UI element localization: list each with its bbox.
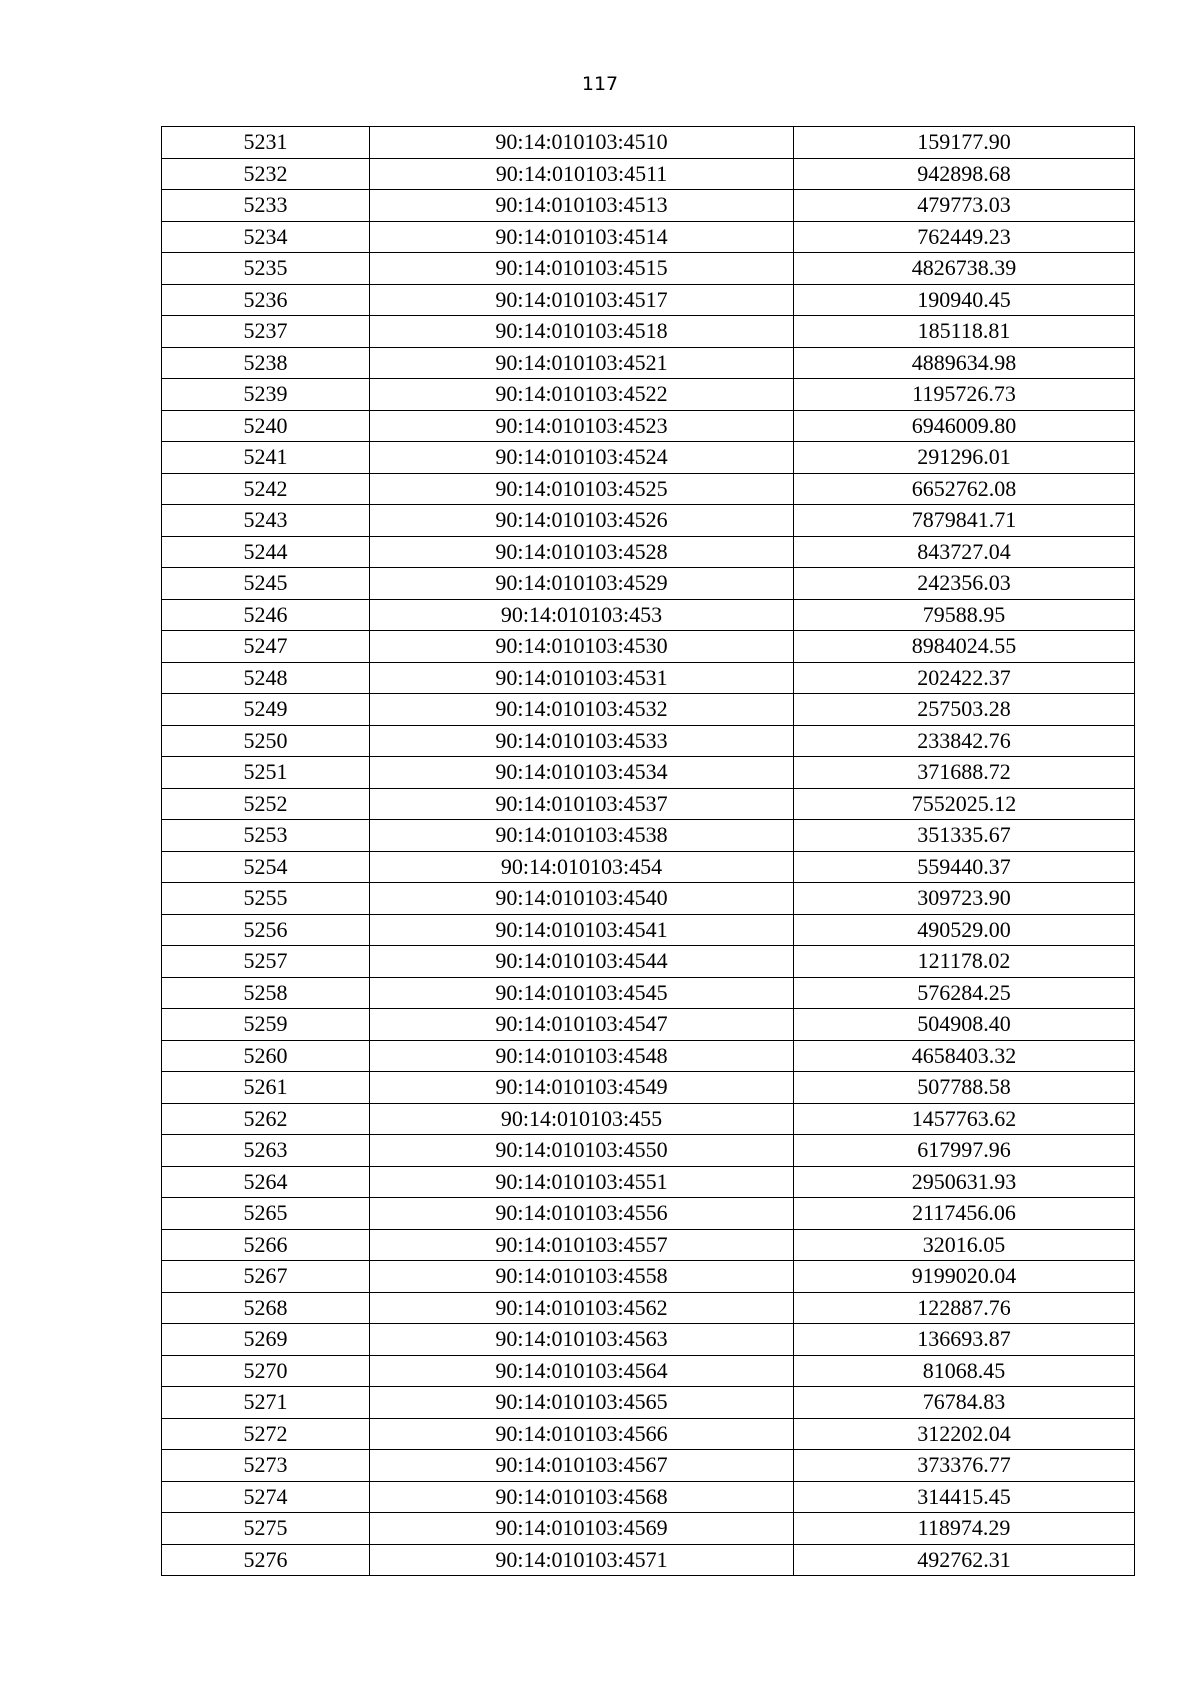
cadastral-value-cell: 479773.03 [794, 190, 1135, 222]
table-row [162, 725, 1135, 757]
cadastral-value-cell: 6652762.08 [794, 473, 1135, 505]
row-number-cell: 5255 [162, 883, 370, 915]
cadastral-number-cell: 90:14:010103:4537 [370, 788, 794, 820]
table-row [162, 1072, 1135, 1104]
row-number-cell: 5264 [162, 1166, 370, 1198]
table-row [162, 1166, 1135, 1198]
row-number-cell: 5263 [162, 1135, 370, 1167]
table-row [162, 473, 1135, 505]
cadastral-number-cell: 90:14:010103:4528 [370, 536, 794, 568]
row-number-cell: 5267 [162, 1261, 370, 1293]
cadastral-value-cell: 159177.90 [794, 127, 1135, 159]
cadastral-value-cell: 79588.95 [794, 599, 1135, 631]
cadastral-number-cell: 90:14:010103:4567 [370, 1450, 794, 1482]
table-row [162, 820, 1135, 852]
cadastral-value-cell: 1457763.62 [794, 1103, 1135, 1135]
cadastral-number-cell: 90:14:010103:454 [370, 851, 794, 883]
table-row [162, 1418, 1135, 1450]
cadastral-number-cell: 90:14:010103:4531 [370, 662, 794, 694]
table-row [162, 536, 1135, 568]
row-number-cell: 5252 [162, 788, 370, 820]
cadastral-number-cell: 90:14:010103:4514 [370, 221, 794, 253]
cadastral-number-cell: 90:14:010103:4541 [370, 914, 794, 946]
row-number-cell: 5260 [162, 1040, 370, 1072]
row-number-cell: 5243 [162, 505, 370, 537]
cadastral-value-cell: 371688.72 [794, 757, 1135, 789]
cadastral-number-cell: 90:14:010103:4510 [370, 127, 794, 159]
row-number-cell: 5244 [162, 536, 370, 568]
cadastral-value-cell: 351335.67 [794, 820, 1135, 852]
cadastral-value-cell: 1195726.73 [794, 379, 1135, 411]
table-row [162, 757, 1135, 789]
cadastral-value-cell: 136693.87 [794, 1324, 1135, 1356]
row-number-cell: 5249 [162, 694, 370, 726]
cadastral-value-cell: 121178.02 [794, 946, 1135, 978]
cadastral-value-cell: 257503.28 [794, 694, 1135, 726]
row-number-cell: 5233 [162, 190, 370, 222]
cadastral-number-cell: 90:14:010103:4534 [370, 757, 794, 789]
table-row [162, 158, 1135, 190]
table-row [162, 1450, 1135, 1482]
cadastral-value-cell: 81068.45 [794, 1355, 1135, 1387]
cadastral-number-cell: 90:14:010103:4557 [370, 1229, 794, 1261]
row-number-cell: 5273 [162, 1450, 370, 1482]
table-row [162, 379, 1135, 411]
cadastral-number-cell: 90:14:010103:4547 [370, 1009, 794, 1041]
row-number-cell: 5241 [162, 442, 370, 474]
cadastral-value-cell: 7552025.12 [794, 788, 1135, 820]
table-row [162, 1261, 1135, 1293]
cadastral-number-cell: 90:14:010103:4524 [370, 442, 794, 474]
cadastral-value-cell: 7879841.71 [794, 505, 1135, 537]
table-row [162, 1009, 1135, 1041]
cadastral-value-table [161, 126, 1135, 1576]
row-number-cell: 5259 [162, 1009, 370, 1041]
row-number-cell: 5256 [162, 914, 370, 946]
row-number-cell: 5276 [162, 1544, 370, 1576]
row-number-cell: 5246 [162, 599, 370, 631]
cadastral-number-cell: 90:14:010103:4533 [370, 725, 794, 757]
cadastral-number-cell: 90:14:010103:4569 [370, 1513, 794, 1545]
cadastral-value-cell: 118974.29 [794, 1513, 1135, 1545]
cadastral-number-cell: 90:14:010103:4529 [370, 568, 794, 600]
row-number-cell: 5266 [162, 1229, 370, 1261]
row-number-cell: 5238 [162, 347, 370, 379]
table-row [162, 127, 1135, 159]
row-number-cell: 5231 [162, 127, 370, 159]
table-row [162, 662, 1135, 694]
cadastral-number-cell: 90:14:010103:4568 [370, 1481, 794, 1513]
cadastral-number-cell: 90:14:010103:4550 [370, 1135, 794, 1167]
cadastral-number-cell: 90:14:010103:4513 [370, 190, 794, 222]
table-row [162, 1135, 1135, 1167]
cadastral-number-cell: 90:14:010103:4564 [370, 1355, 794, 1387]
row-number-cell: 5270 [162, 1355, 370, 1387]
cadastral-number-cell: 90:14:010103:453 [370, 599, 794, 631]
cadastral-value-cell: 76784.83 [794, 1387, 1135, 1419]
row-number-cell: 5268 [162, 1292, 370, 1324]
table-row [162, 1198, 1135, 1230]
cadastral-number-cell: 90:14:010103:4565 [370, 1387, 794, 1419]
row-number-cell: 5265 [162, 1198, 370, 1230]
table-row [162, 977, 1135, 1009]
table-row [162, 1387, 1135, 1419]
table-row [162, 883, 1135, 915]
row-number-cell: 5245 [162, 568, 370, 600]
cadastral-number-cell: 90:14:010103:4540 [370, 883, 794, 915]
table-row [162, 788, 1135, 820]
cadastral-value-cell: 9199020.04 [794, 1261, 1135, 1293]
row-number-cell: 5254 [162, 851, 370, 883]
row-number-cell: 5232 [162, 158, 370, 190]
cadastral-value-cell: 233842.76 [794, 725, 1135, 757]
cadastral-value-cell: 32016.05 [794, 1229, 1135, 1261]
cadastral-number-cell: 90:14:010103:4525 [370, 473, 794, 505]
table-row [162, 1103, 1135, 1135]
table-row [162, 914, 1135, 946]
cadastral-number-cell: 90:14:010103:4563 [370, 1324, 794, 1356]
cadastral-value-cell: 314415.45 [794, 1481, 1135, 1513]
table-row [162, 1040, 1135, 1072]
row-number-cell: 5239 [162, 379, 370, 411]
cadastral-value-cell: 291296.01 [794, 442, 1135, 474]
row-number-cell: 5248 [162, 662, 370, 694]
cadastral-number-cell: 90:14:010103:4566 [370, 1418, 794, 1450]
row-number-cell: 5236 [162, 284, 370, 316]
cadastral-value-cell: 942898.68 [794, 158, 1135, 190]
cadastral-number-cell: 90:14:010103:4530 [370, 631, 794, 663]
cadastral-value-cell: 8984024.55 [794, 631, 1135, 663]
row-number-cell: 5251 [162, 757, 370, 789]
table-row [162, 442, 1135, 474]
table-row [162, 347, 1135, 379]
cadastral-number-cell: 90:14:010103:4556 [370, 1198, 794, 1230]
table-row [162, 1544, 1135, 1576]
row-number-cell: 5272 [162, 1418, 370, 1450]
row-number-cell: 5275 [162, 1513, 370, 1545]
cadastral-value-cell: 202422.37 [794, 662, 1135, 694]
cadastral-number-cell: 90:14:010103:4515 [370, 253, 794, 285]
cadastral-value-cell: 492762.31 [794, 1544, 1135, 1576]
row-number-cell: 5235 [162, 253, 370, 285]
row-number-cell: 5258 [162, 977, 370, 1009]
table-row [162, 1324, 1135, 1356]
page-number: 117 [581, 73, 619, 95]
cadastral-number-cell: 90:14:010103:4562 [370, 1292, 794, 1324]
table-row [162, 1481, 1135, 1513]
table-row [162, 284, 1135, 316]
table-row [162, 190, 1135, 222]
cadastral-number-cell: 90:14:010103:4551 [370, 1166, 794, 1198]
table-row [162, 316, 1135, 348]
cadastral-number-cell: 90:14:010103:4545 [370, 977, 794, 1009]
cadastral-number-cell: 90:14:010103:4571 [370, 1544, 794, 1576]
cadastral-value-cell: 490529.00 [794, 914, 1135, 946]
table-row [162, 221, 1135, 253]
cadastral-value-cell: 762449.23 [794, 221, 1135, 253]
cadastral-value-cell: 190940.45 [794, 284, 1135, 316]
row-number-cell: 5269 [162, 1324, 370, 1356]
cadastral-value-cell: 504908.40 [794, 1009, 1135, 1041]
cadastral-value-cell: 309723.90 [794, 883, 1135, 915]
cadastral-value-cell: 2950631.93 [794, 1166, 1135, 1198]
cadastral-number-cell: 90:14:010103:4511 [370, 158, 794, 190]
cadastral-value-cell: 242356.03 [794, 568, 1135, 600]
cadastral-value-cell: 373376.77 [794, 1450, 1135, 1482]
table-row [162, 599, 1135, 631]
cadastral-number-cell: 90:14:010103:4544 [370, 946, 794, 978]
row-number-cell: 5253 [162, 820, 370, 852]
cadastral-number-cell: 90:14:010103:4517 [370, 284, 794, 316]
cadastral-number-cell: 90:14:010103:4548 [370, 1040, 794, 1072]
row-number-cell: 5247 [162, 631, 370, 663]
table-row [162, 946, 1135, 978]
table-row [162, 1229, 1135, 1261]
row-number-cell: 5257 [162, 946, 370, 978]
row-number-cell: 5261 [162, 1072, 370, 1104]
cadastral-number-cell: 90:14:010103:4522 [370, 379, 794, 411]
cadastral-number-cell: 90:14:010103:4558 [370, 1261, 794, 1293]
row-number-cell: 5274 [162, 1481, 370, 1513]
table-row [162, 1513, 1135, 1545]
row-number-cell: 5237 [162, 316, 370, 348]
table-body [162, 127, 1135, 1576]
cadastral-value-cell: 507788.58 [794, 1072, 1135, 1104]
cadastral-number-cell: 90:14:010103:4521 [370, 347, 794, 379]
cadastral-value-cell: 185118.81 [794, 316, 1135, 348]
cadastral-number-cell: 90:14:010103:4549 [370, 1072, 794, 1104]
cadastral-value-cell: 122887.76 [794, 1292, 1135, 1324]
cadastral-number-cell: 90:14:010103:4538 [370, 820, 794, 852]
table-row [162, 253, 1135, 285]
cadastral-number-cell: 90:14:010103:4526 [370, 505, 794, 537]
cadastral-number-cell: 90:14:010103:4532 [370, 694, 794, 726]
cadastral-value-cell: 6946009.80 [794, 410, 1135, 442]
table-row [162, 1292, 1135, 1324]
cadastral-value-cell: 4658403.32 [794, 1040, 1135, 1072]
cadastral-value-cell: 617997.96 [794, 1135, 1135, 1167]
table-row [162, 1355, 1135, 1387]
row-number-cell: 5271 [162, 1387, 370, 1419]
table-row [162, 851, 1135, 883]
table-row [162, 694, 1135, 726]
row-number-cell: 5240 [162, 410, 370, 442]
table-row [162, 505, 1135, 537]
table-row [162, 631, 1135, 663]
cadastral-number-cell: 90:14:010103:4523 [370, 410, 794, 442]
row-number-cell: 5234 [162, 221, 370, 253]
row-number-cell: 5250 [162, 725, 370, 757]
table-row [162, 568, 1135, 600]
table-row [162, 410, 1135, 442]
cadastral-number-cell: 90:14:010103:4518 [370, 316, 794, 348]
row-number-cell: 5262 [162, 1103, 370, 1135]
cadastral-value-cell: 2117456.06 [794, 1198, 1135, 1230]
cadastral-value-cell: 4826738.39 [794, 253, 1135, 285]
cadastral-value-cell: 4889634.98 [794, 347, 1135, 379]
cadastral-value-cell: 312202.04 [794, 1418, 1135, 1450]
cadastral-number-cell: 90:14:010103:455 [370, 1103, 794, 1135]
cadastral-value-cell: 559440.37 [794, 851, 1135, 883]
cadastral-value-cell: 843727.04 [794, 536, 1135, 568]
cadastral-value-cell: 576284.25 [794, 977, 1135, 1009]
row-number-cell: 5242 [162, 473, 370, 505]
